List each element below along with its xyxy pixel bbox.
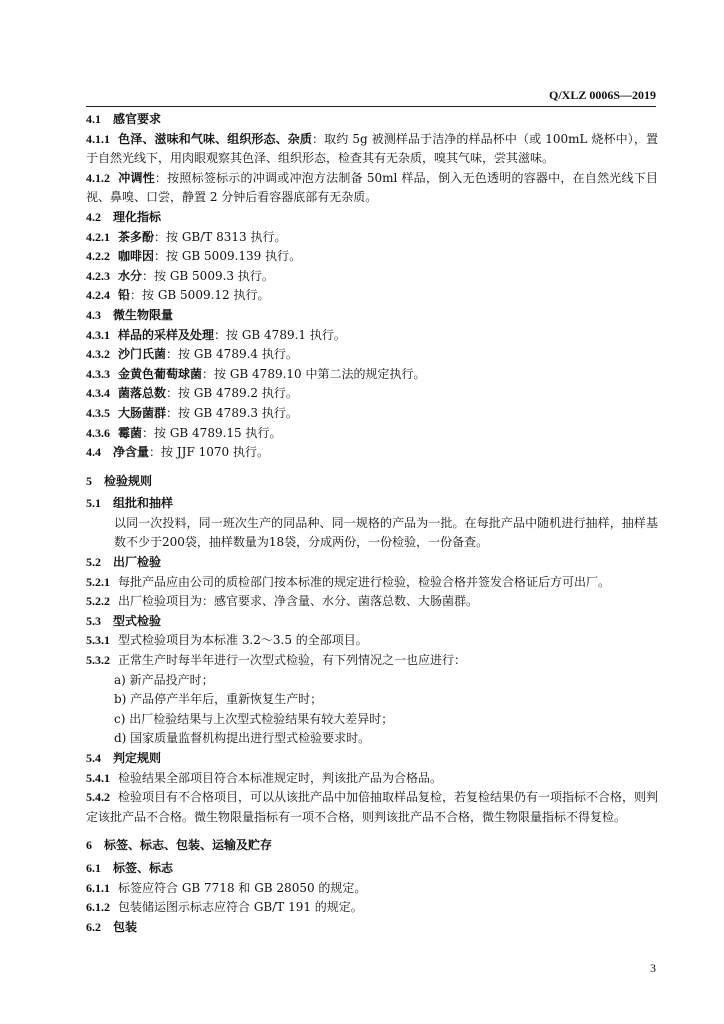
clause-text: 型式检验项目为本标准 3.2～3.5 的全部项目。 [118, 633, 368, 648]
section-4-1-1 [86, 130, 658, 169]
clause-text: ：按 GB 4789.3 执行。 [166, 405, 298, 420]
clause-number: 4.2.1 [86, 229, 110, 244]
section-4-4 [86, 443, 658, 463]
clause-title: 菌落总数 [118, 386, 167, 401]
section-number: 4.3 [86, 307, 101, 322]
section-number: 4.1 [86, 112, 101, 126]
clause-title: 霉菌 [118, 425, 143, 440]
section-6-1-2 [86, 898, 658, 918]
clause-text: ：按 GB 4789.2 执行。 [166, 386, 298, 401]
clause-title: 冲调性 [118, 170, 155, 185]
section-4-3-4 [86, 384, 658, 404]
clause-number: 4.3.6 [86, 425, 110, 440]
clause-text: 出厂检验项目为：感官要求、净含量、水分、菌落总数、大肠菌群。 [118, 594, 479, 609]
clause-number: 4.3.4 [86, 386, 110, 401]
clause-number: 4.3.1 [86, 327, 110, 342]
section-title: 组批和抽样 [113, 496, 174, 511]
clause-title: 水分 [118, 268, 143, 283]
section-4-2-2 [86, 247, 658, 267]
document-body [86, 110, 658, 937]
clause-text: ：按 GB 4789.1 执行。 [214, 327, 346, 342]
section-6-1-1 [86, 879, 658, 899]
clause-text: ：按 GB 4789.4 执行。 [166, 347, 298, 362]
clause-number: 5.2.2 [86, 594, 110, 609]
list-item-a: a) 新产品投产时； [114, 672, 214, 687]
chapter-number: 5 [86, 473, 92, 488]
section-number: 4.2 [86, 209, 101, 224]
clause-title: 咖啡因 [118, 249, 155, 264]
section-4-3 [86, 306, 658, 326]
clause-number: 5.2.1 [86, 574, 110, 589]
list-item-d: d) 国家质量监督机构提出进行型式检验要求时。 [114, 731, 371, 746]
clause-title: 大肠菌群 [118, 405, 167, 420]
clause-text: ：按 GB/T 8313 执行。 [154, 229, 287, 244]
clause-text: ：按 GB 4789.10 中第二法的规定执行。 [202, 366, 426, 381]
clause-text: 正常生产时每半年进行一次型式检验，有下列情况之一也应进行： [118, 653, 467, 668]
section-4-3-1 [86, 326, 658, 346]
clause-text: ：取约 5g 被测样品于洁净的样品杯中（或 100mL 烧杯中），置于自然光线下，用肉眼观察其色泽、组织形态，检查其有无杂质，嗅其气味，尝其滋味。 [86, 131, 658, 166]
section-title: 包装 [113, 919, 138, 934]
clause-title: 沙门氏菌 [118, 347, 167, 362]
standard-code: Q/XLZ 0006S—2019 [548, 88, 656, 102]
section-4-3-3 [86, 365, 658, 385]
clause-number: 4.3.3 [86, 366, 110, 381]
section-title: 感官要求 [113, 112, 162, 126]
section-title: 标签、标志 [113, 860, 174, 875]
section-title: 微生物限量 [113, 307, 174, 322]
section-5-2-2 [86, 592, 658, 612]
section-4-3-5 [86, 404, 658, 424]
section-title: 理化指标 [113, 209, 162, 224]
section-5-1-text: 以同一次投料，同一班次生产的同品种、同一规格的产品为一批。在每批产品中随机进行抽样，抽样基数不少于200袋，抽样数量为18袋，分成两份，一份检验，一份备查。 [114, 515, 658, 550]
section-title: 判定规则 [113, 751, 162, 765]
list-item-c: c) 出厂检验结果与上次型式检验结果有较大差异时； [114, 711, 394, 726]
clause-number: 4.2.3 [86, 268, 110, 283]
chapter-title: 检验规则 [104, 473, 153, 488]
section-4-2 [86, 208, 658, 228]
clause-number: 4.2.2 [86, 249, 110, 264]
section-number: 5.1 [86, 496, 101, 511]
section-text: ：按 JJF 1070 执行。 [149, 445, 269, 460]
section-4-3-2 [86, 345, 658, 365]
section-5-4-2 [86, 788, 658, 827]
clause-number: 4.2.4 [86, 288, 110, 303]
chapter-6 [86, 836, 658, 856]
clause-text: ：按照标签标示的冲调或冲泡方法制备 50ml 样品，倒入无色透明的容器中，在自然光线下目视、鼻嗅、口尝，静置 2 分钟后看容器底部有无杂质。 [86, 170, 658, 205]
clause-text: 每批产品应由公司的质检部门按本标准的规定进行检验，检验合格并签发合格证后方可出厂。 [118, 574, 611, 589]
section-number: 5.4 [86, 751, 101, 765]
section-number: 6.2 [86, 919, 101, 934]
clause-text: ：按 GB 5009.3 执行。 [142, 268, 274, 283]
section-number: 4.4 [86, 445, 101, 460]
clause-number: 4.3.2 [86, 347, 110, 362]
section-5-1 [86, 494, 658, 514]
clause-number: 6.1.1 [86, 880, 110, 895]
section-4-1 [86, 110, 658, 130]
page-number: 3 [650, 961, 656, 975]
clause-text: ：按 GB 4789.15 执行。 [142, 425, 282, 440]
clause-title: 金黄色葡萄球菌 [118, 366, 203, 381]
section-5-3-1 [86, 631, 658, 651]
clause-title: 铅 [118, 288, 131, 303]
clause-text: ：按 GB 5009.139 执行。 [154, 249, 302, 264]
clause-number: 5.3.2 [86, 653, 110, 668]
list-item-b: b) 产品停产半年后，重新恢复生产时； [114, 692, 323, 707]
section-4-2-1 [86, 228, 658, 248]
clause-text: ：按 GB 5009.12 执行。 [130, 288, 270, 303]
section-5-2-1 [86, 573, 658, 593]
section-4-3-6 [86, 424, 658, 444]
clause-title: 茶多酚 [118, 229, 155, 244]
section-5-3-2 [86, 651, 658, 671]
clause-title: 样品的采样及处理 [118, 327, 215, 342]
chapter-5 [86, 472, 658, 492]
section-title: 出厂检验 [113, 555, 162, 570]
section-4-1-2 [86, 169, 658, 208]
clause-number: 4.1.1 [86, 131, 110, 146]
clause-number: 4.1.2 [86, 170, 110, 185]
section-5-3 [86, 612, 658, 632]
section-5-4 [86, 749, 658, 769]
clause-number: 4.3.5 [86, 405, 110, 420]
clause-text: 检验结果全部项目符合本标准规定时，判该批产品为合格品。 [118, 770, 443, 785]
clause-title: 色泽、滋味和气味、组织形态、杂质 [118, 131, 313, 146]
section-title: 净含量 [113, 445, 150, 460]
clause-text: 标签应符合 GB 7718 和 GB 28050 的规定。 [118, 880, 367, 895]
header-rule [86, 106, 656, 107]
clause-number: 5.3.1 [86, 633, 110, 648]
clause-text: 包装储运图示标志应符合 GB/T 191 的规定。 [118, 900, 363, 915]
section-4-2-3 [86, 267, 658, 287]
section-number: 5.2 [86, 555, 101, 570]
clause-number: 6.1.2 [86, 900, 110, 915]
clause-text: 检验项目有不合格项目，可以从该批产品中加倍抽取样品复检，若复检结果仍有一项指标不合格，则判定该批产品不合格。微生物限量指标有一项不合格，则判该批产品不合格，微生物限量指标不得复检。 [86, 790, 659, 824]
section-number: 5.3 [86, 613, 101, 628]
clause-number: 5.4.1 [86, 770, 110, 785]
section-number: 6.1 [86, 860, 101, 875]
section-5-2 [86, 553, 658, 573]
clause-number: 5.4.2 [86, 790, 110, 805]
section-4-2-4 [86, 286, 658, 306]
section-title: 型式检验 [113, 613, 162, 628]
section-6-2 [86, 918, 658, 938]
chapter-number: 6 [86, 838, 92, 853]
section-5-4-1 [86, 769, 658, 789]
chapter-title: 标签、标志、包装、运输及贮存 [104, 838, 273, 853]
section-6-1 [86, 859, 658, 879]
